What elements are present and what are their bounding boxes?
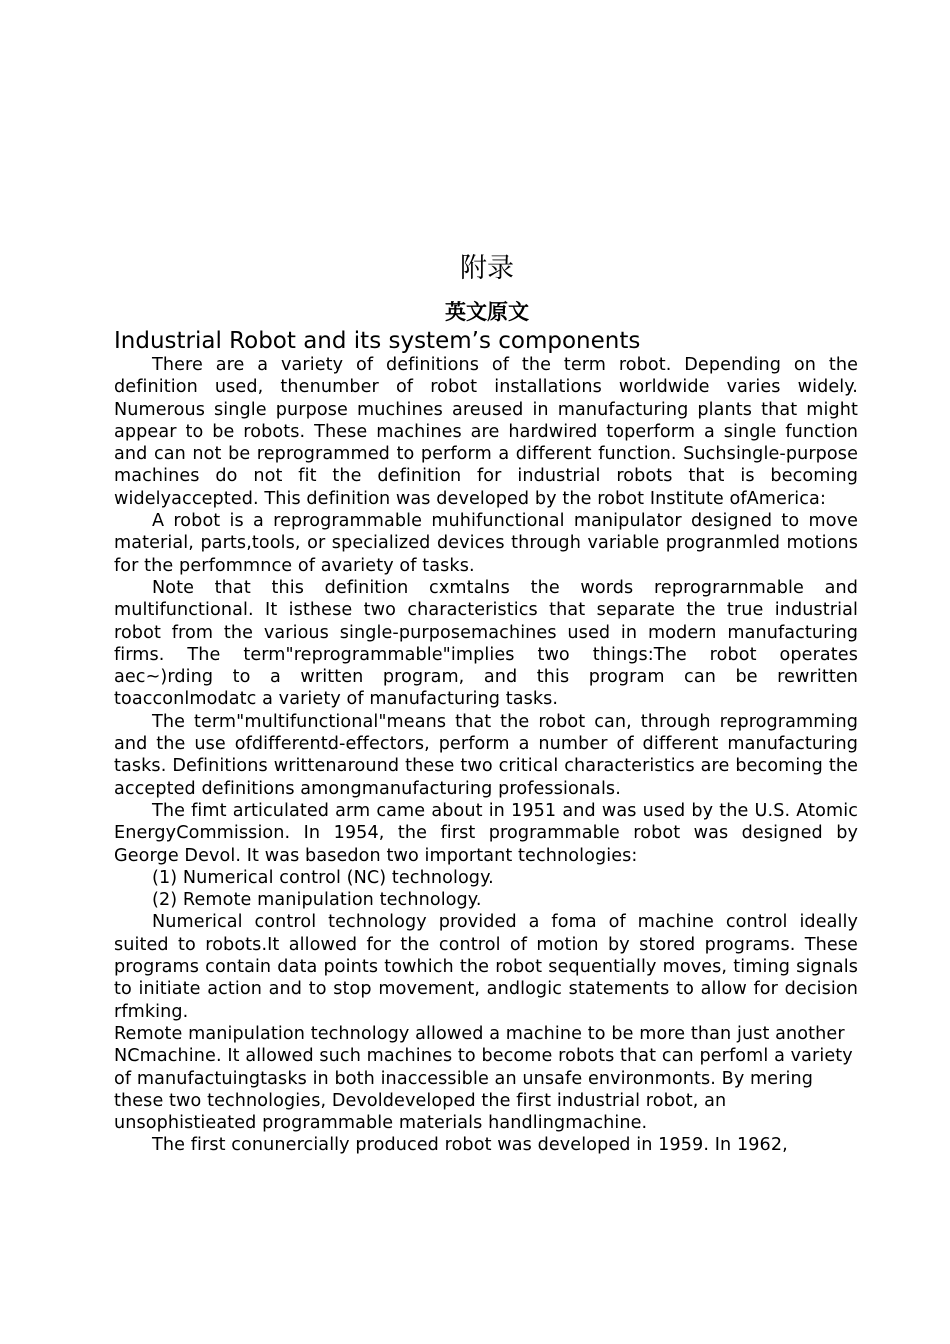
paragraph: The fimt articulated arm came about in 1951 and was used by the U.S. Atomic EnergyCommission. In 1954, the first programmable robot was designed by George Devol. It was basedon two important technologies: [114,800,858,866]
paragraph: Remote manipulation technology allowed a machine to be more than just another NCmachine. It allowed such machines to become robots that can perfoml a variety of manufactuingtasks in both inaccessible an unsafe environmonts. By mering these two technologies, Devoldeveloped the first industrial robot, an unsophistieated programmable materials handlingmachine. [114,1023,853,1134]
paragraph: The first conunercially produced robot was developed in 1959. In 1962, [152,1135,788,1156]
paragraph: Note that this definition cxmtalns the words reprograrnmable and multifunctional. It isthese two characteristics that separate the true industrial robot from the various single-purposemachines used in modern manufacturing firms. The term"reprogrammable"implies two things:The robot operates aec~)rding to a written program, and this program can be rewritten toacconlmodatc a variety of manufacturing tasks. [114,577,858,710]
paragraph: A robot is a reprogrammable muhifunctional manipulator designed to move material, parts,tools, or specialized devices through variable progranmled motions for the perfommnce of avariety of tasks. [114,511,858,576]
list-item: (1) Numerical control (NC) technology. [152,867,494,888]
article-body [114,354,858,1157]
article-title: Industrial Robot and its system’s components [114,328,641,354]
paragraph: Numerical control technology provided a foma of machine control ideally suited to robots.It allowed for the control of motion by stored programs. These programs contain data points towhich the robot sequentially moves, timing signals to initiate action and to stop movement, andlogic statements to allow for decision rfmking. [114,912,858,1022]
section-heading: 英文原文 [445,300,529,324]
paragraph: The term"multifunctional"means that the robot can, through reprogramming and the use ofdifferentd-effectors, perform a number of different manufacturing tasks. Definitions writtenaround these two critical characteristics are becoming the accepted definitions amongmanufacturing professionals. [114,711,858,799]
appendix-heading: 附录 [460,253,514,284]
paragraph: There are a variety of definitions of the term robot. Depending on the definition used, thenumber of robot installations worldwide varies widely. Numerous single purpose muchines areused in manufacturing plants that might appear to be robots. These machines are hardwired toperform a single function and can not be reprogrammed to perform a different function. Suchsingle-purpose machines do not fit the definition for industrial robots that is becoming widelyaccepted. This definition was developed by the robot Institute ofAmerica: [114,355,858,509]
list-item: (2) Remote manipulation technology. [152,890,482,911]
